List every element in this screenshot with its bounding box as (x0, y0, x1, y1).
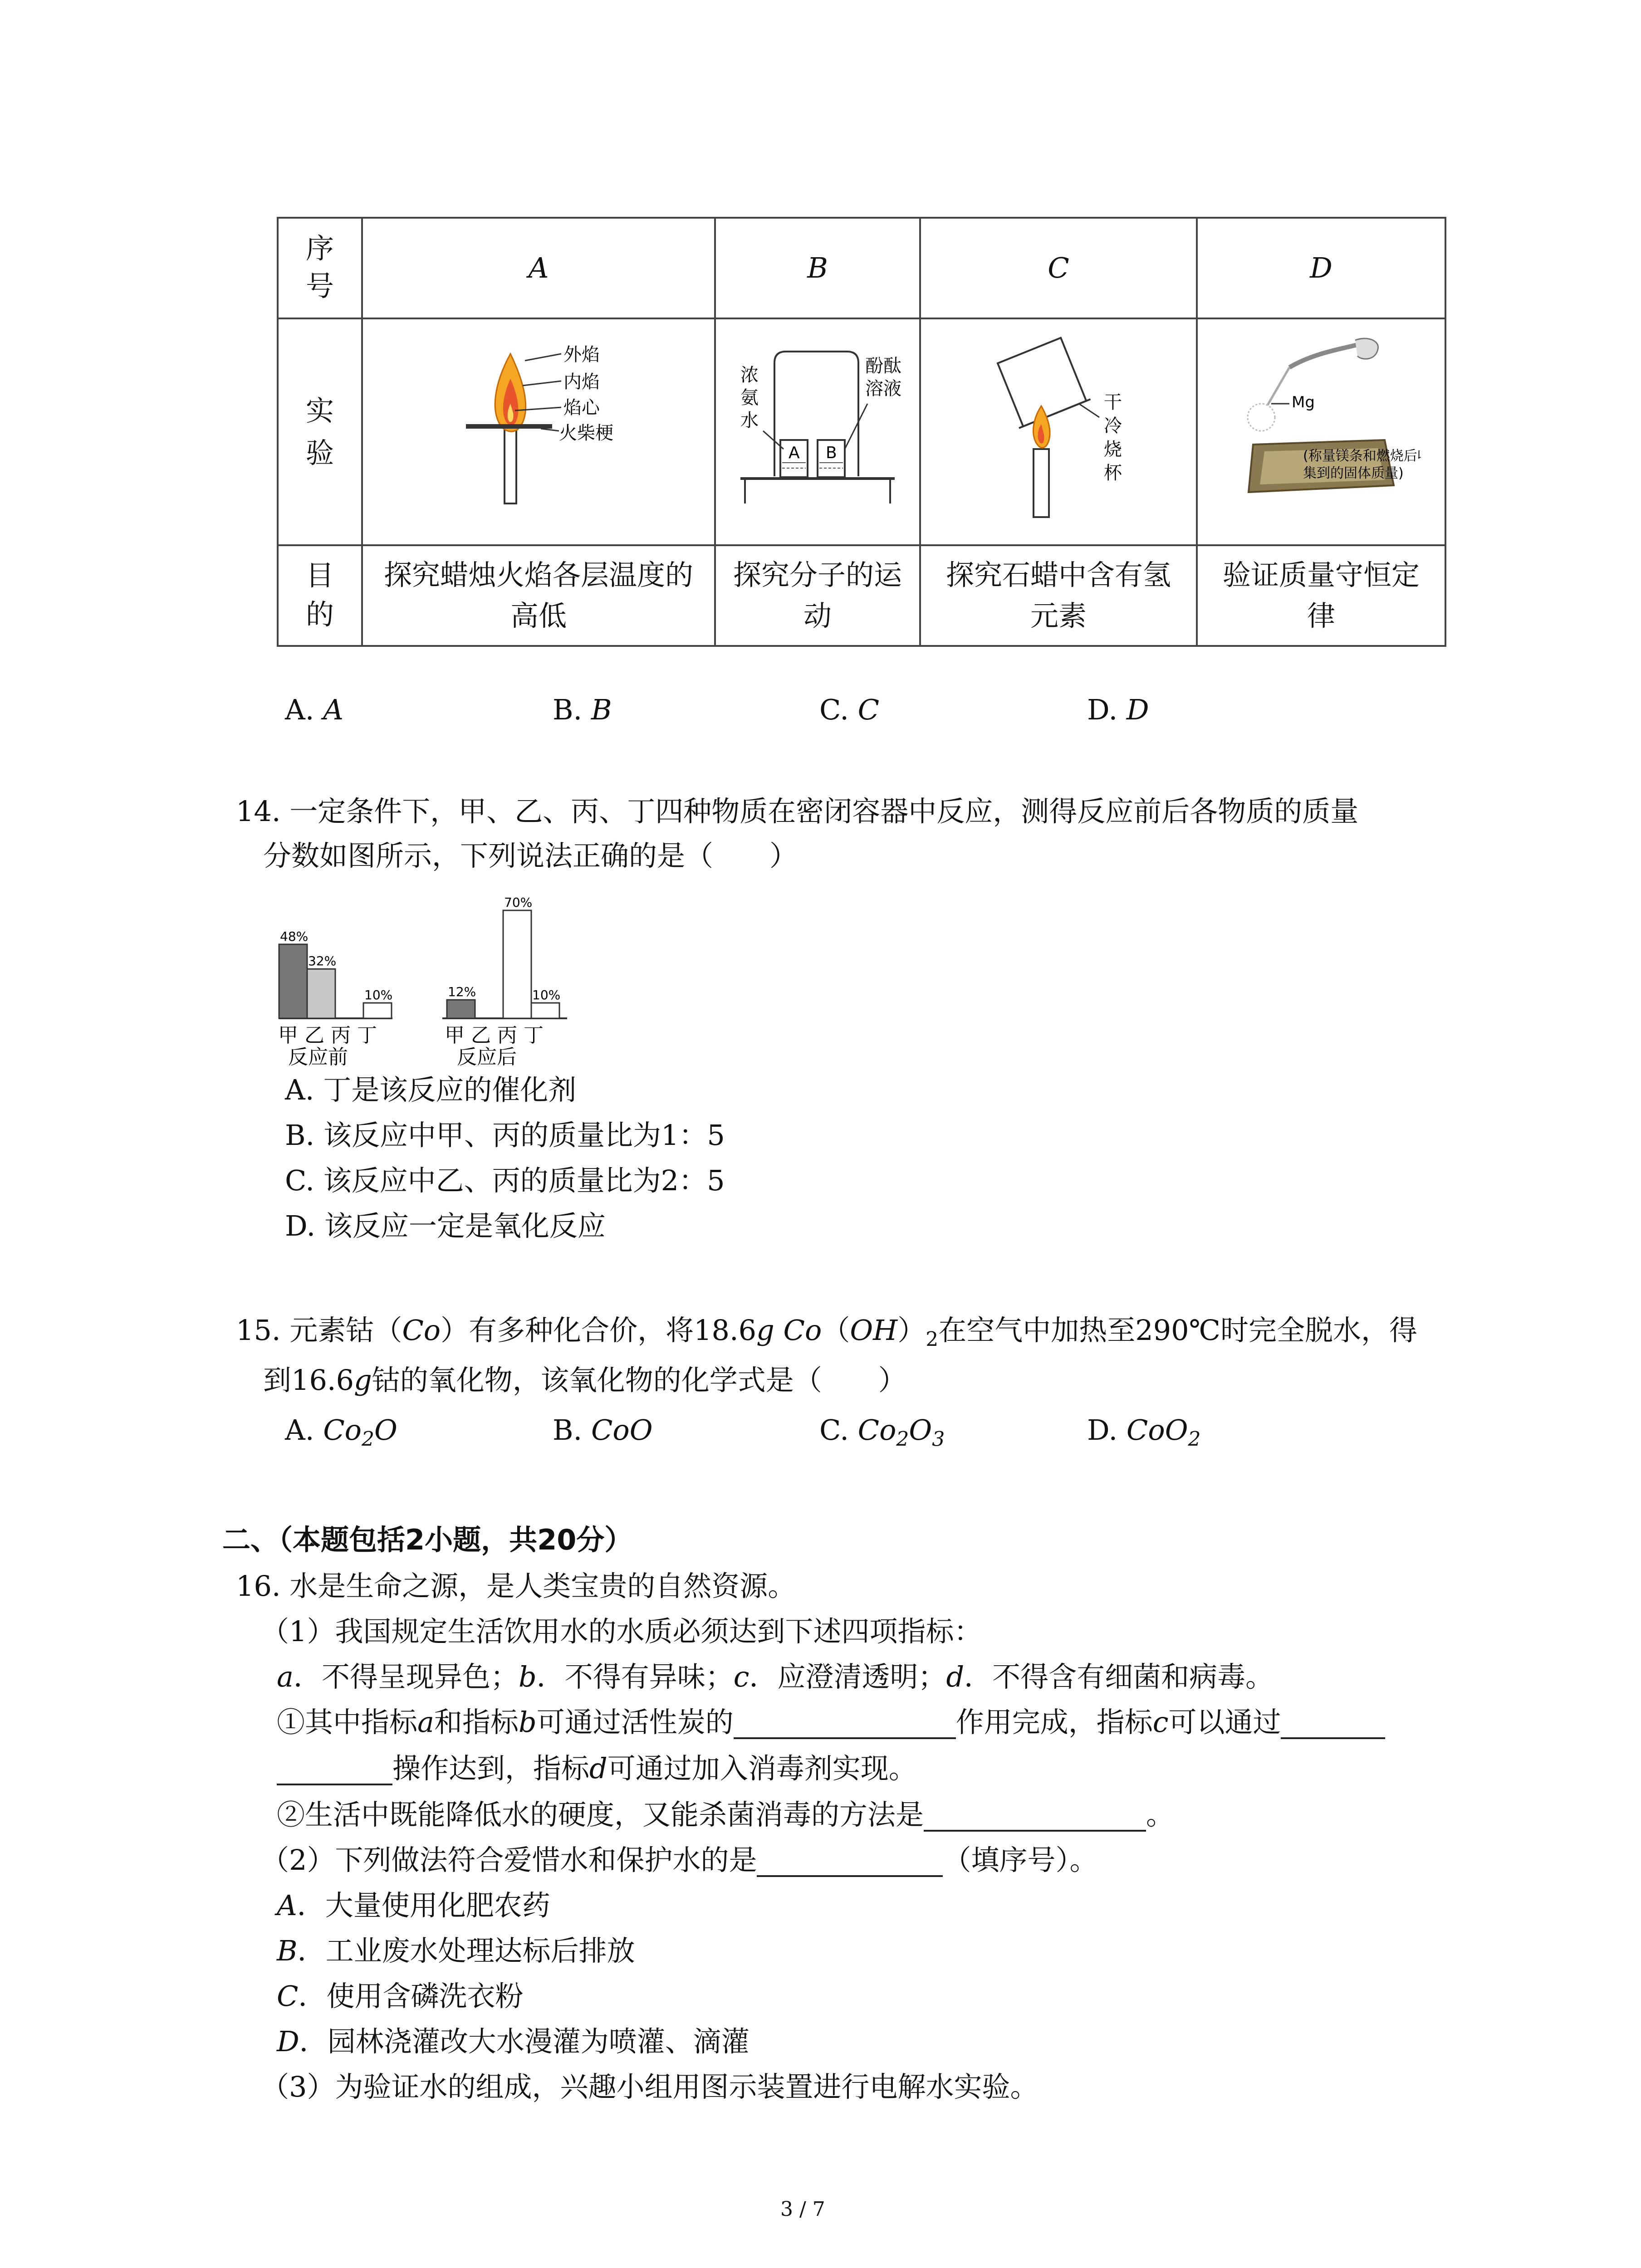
section-2-heading: 二、（本题包括2小题，共20分） (222, 1523, 633, 1556)
weigh-note-label: (称量镁条和燃烧后收集到的固体质量) (1303, 448, 1421, 482)
purpose-b: 探究分子的运动 (715, 545, 920, 646)
experiment-image-d (1197, 318, 1445, 545)
purpose-c: 探究石蜡中含有氢元素 (920, 545, 1197, 646)
q16-option-a[interactable]: A．大量使用化肥农药 (277, 1889, 550, 1922)
dry-cold-beaker-label: 干冷烧杯 (1104, 392, 1122, 484)
experiment-image-c (920, 318, 1197, 545)
q13-option-a[interactable]: A. A (285, 693, 343, 726)
chart-after-bar-2 (503, 910, 531, 1018)
chart-before-axis: 甲 乙 丙 丁 (278, 1024, 377, 1047)
q16-option-d[interactable]: D．园林浇灌改大水漫灌为喷灌、滴灌 (277, 2025, 749, 2058)
q15-stem-line1: 15. 元素钴（Co）有多种化合价，将18.6g $Co(OH)_2$在空气中加热至290℃时完全脱水，得 (236, 1314, 1417, 1351)
magnesium-burning-image (1221, 336, 1421, 517)
chart-after-caption: 反应后 (457, 1046, 517, 1069)
q13-option-c[interactable]: C. C (819, 693, 880, 726)
chart-after-bar-3 (531, 1003, 559, 1018)
col-header-b: B (715, 218, 920, 318)
q13-option-d[interactable]: D. D (1087, 693, 1149, 726)
mass-fraction-bar-charts (274, 882, 592, 1073)
answer-blank-4[interactable] (757, 1848, 943, 1877)
purpose-a: 探究蜡烛火焰各层温度的高低 (362, 545, 715, 646)
q16-option-c[interactable]: C．使用含磷洗衣粉 (277, 1980, 524, 2013)
chart-before-label-3: 10% (364, 987, 393, 1002)
chart-after (442, 895, 567, 1018)
chart-before-bar-1 (307, 969, 335, 1018)
q15-option-d[interactable]: D. CoO$_2$ (1087, 1413, 1201, 1451)
chart-after-label-3: 10% (532, 987, 561, 1002)
experiment-image-a (362, 318, 715, 545)
chart-after-label-2: 70% (504, 895, 533, 910)
mg-label: Mg (1292, 393, 1315, 412)
row-header-purpose: 目的 (278, 545, 362, 646)
q15-option-c[interactable]: C. $Co_2O_3$ (819, 1413, 945, 1451)
beaker-b-label: B (826, 444, 837, 463)
chart-before-bar-3 (363, 1003, 392, 1018)
beaker-a-label: A (789, 444, 800, 463)
chart-after-bar-0 (447, 1000, 475, 1018)
q16-part1-criteria: a．不得呈现异色；b．不得有异味；c．应澄清透明；d．不得含有细菌和病毒。 (277, 1660, 1274, 1693)
q15-stem-line2: 到16.6g钴的氧化物，该氧化物的化学式是（ ） (263, 1364, 906, 1397)
q16-sub1-line2: 操作达到，指标d可通过加入消毒剂实现。 (277, 1752, 917, 1785)
q14-option-a[interactable]: A. 丁是该反应的催化剂 (285, 1073, 577, 1106)
col-header-a: A (362, 218, 715, 318)
q16-option-b[interactable]: B．工业废水处理达标后排放 (277, 1934, 635, 1967)
ammonia-label: 浓氨水 (740, 365, 759, 431)
answer-blank-2a[interactable] (1281, 1710, 1385, 1739)
chart-before-caption: 反应前 (288, 1046, 348, 1069)
row-header-experiment: 实验 (278, 318, 362, 545)
q14-option-c[interactable]: C. 该反应中乙、丙的质量比为2：5 (285, 1164, 725, 1197)
purpose-d: 验证质量守恒定律 (1197, 545, 1445, 646)
answer-blank-1[interactable] (734, 1710, 956, 1739)
col-header-c: C (920, 218, 1197, 318)
q13-option-b[interactable]: B. B (553, 693, 612, 726)
answer-blank-3[interactable] (924, 1803, 1146, 1832)
q14-option-b[interactable]: B. 该反应中甲、丙的质量比为1：5 (285, 1119, 725, 1152)
q16-stem: 16. 水是生命之源，是人类宝贵的自然资源。 (236, 1569, 796, 1603)
q14-option-d[interactable]: D. 该反应一定是氧化反应 (285, 1209, 606, 1242)
dry-cold-beaker-image (963, 331, 1154, 522)
experiment-table (277, 217, 1446, 647)
q15-option-b[interactable]: B. CoO (553, 1413, 653, 1447)
phenolphthalein-label: 酚酞溶液 (865, 356, 901, 400)
q14-stem-line1: 14. 一定条件下，甲、乙、丙、丁四种物质在密闭容器中反应，测得反应前后各物质的质量 (236, 795, 1359, 828)
candle-flame-matchstick-image (448, 336, 629, 517)
page-number: 3 / 7 (780, 2198, 825, 2221)
chart-before-bar-0 (279, 944, 307, 1018)
q16-part2: （2）下列做法符合爱惜水和保护水的是 （填序号）。 (261, 1843, 1098, 1877)
flame-core-label: 焰心 (563, 397, 600, 419)
row-header-number: 序号 (278, 218, 362, 318)
matchstick-label: 火柴梗 (559, 423, 613, 444)
q16-sub2: ②生活中既能降低水的硬度，又能杀菌消毒的方法是 。 (277, 1798, 1175, 1831)
experiment-image-b (715, 318, 920, 545)
chart-before (279, 929, 392, 1018)
q16-part3: （3）为验证水的组成，兴趣小组用图示装置进行电解水实验。 (261, 2070, 1038, 2103)
q15-option-a[interactable]: A. $Co_2O$ (285, 1413, 397, 1451)
q14-stem-line2: 分数如图所示，下列说法正确的是（ ） (263, 839, 798, 872)
answer-blank-2b[interactable] (277, 1756, 392, 1785)
chart-after-label-0: 12% (448, 984, 476, 1000)
inner-flame-label: 内焰 (563, 371, 600, 393)
chart-before-label-1: 32% (308, 953, 337, 969)
molecule-motion-apparatus-image (731, 340, 904, 513)
chart-after-axis: 甲 乙 丙 丁 (445, 1024, 544, 1047)
q16-sub1-line1: ①其中指标a和指标b可通过活性炭的 作用完成，指标c可以通过 (277, 1706, 1385, 1739)
chart-before-label-0: 48% (280, 929, 309, 944)
col-header-d: D (1197, 218, 1445, 318)
q16-part1-intro: （1）我国规定生活饮用水的水质必须达到下述四项指标： (261, 1615, 982, 1648)
outer-flame-label: 外焰 (563, 344, 600, 366)
